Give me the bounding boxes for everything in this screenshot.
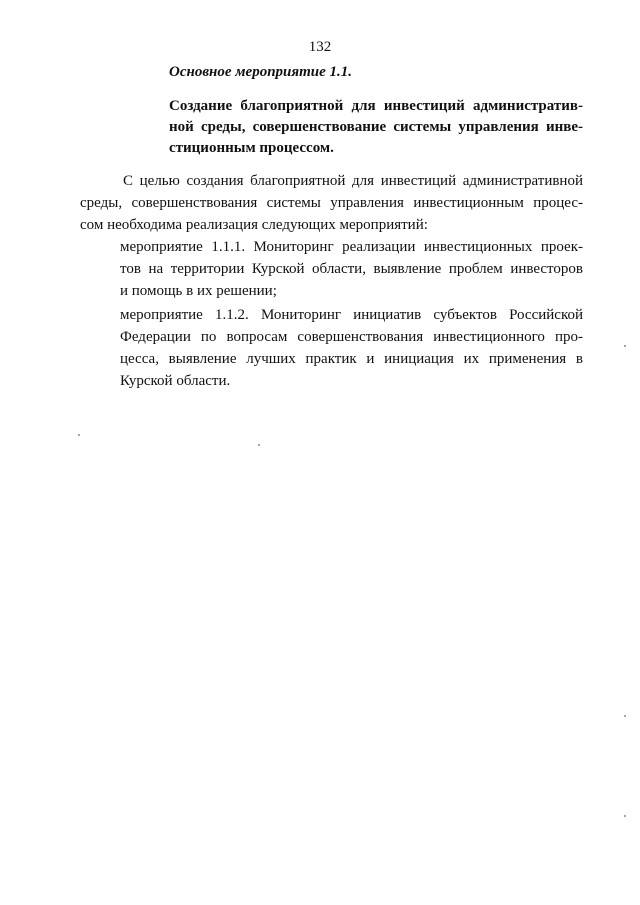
measure-item-2 bbox=[80, 304, 583, 392]
paragraph-line: Курской области. bbox=[120, 373, 231, 389]
paragraph-line: тов на территории Курской области, выявление проблем инвесторов bbox=[120, 261, 583, 277]
scan-speck bbox=[624, 815, 626, 817]
paragraph-line: среды, совершенствования системы управления инвестиционным процес- bbox=[80, 195, 583, 211]
scan-speck bbox=[258, 444, 260, 446]
page-number: 132 bbox=[308, 39, 332, 55]
paragraph-line: сом необходима реализация следующих мероприятий: bbox=[80, 217, 428, 233]
measure-item-1 bbox=[80, 236, 583, 302]
section-title-line: стиционным процессом. bbox=[169, 140, 334, 156]
paragraph-line: Федерации по вопросам совершенствования инвестиционного про- bbox=[120, 329, 583, 345]
scan-speck bbox=[624, 345, 626, 347]
paragraph-line: и помощь в их решении; bbox=[120, 283, 277, 299]
paragraph-line: С целью создания благоприятной для инвестиций административной bbox=[123, 173, 583, 189]
scan-speck bbox=[78, 434, 80, 436]
paragraph-line: цесса, выявление лучших практик и инициация их применения в bbox=[120, 351, 583, 367]
section-title-line: Создание благоприятной для инвестиций административ- bbox=[169, 98, 583, 114]
section-title-line: ной среды, совершенствование системы управления инве- bbox=[169, 119, 583, 135]
scan-speck bbox=[624, 715, 626, 717]
intro-paragraph bbox=[80, 170, 583, 236]
paragraph-line: мероприятие 1.1.2. Мониторинг инициатив субъектов Российской bbox=[120, 307, 583, 323]
section-title bbox=[169, 96, 583, 159]
section-label: Основное мероприятие 1.1. bbox=[169, 64, 353, 80]
paragraph-line: мероприятие 1.1.1. Мониторинг реализации инвестиционных проек- bbox=[120, 239, 583, 255]
